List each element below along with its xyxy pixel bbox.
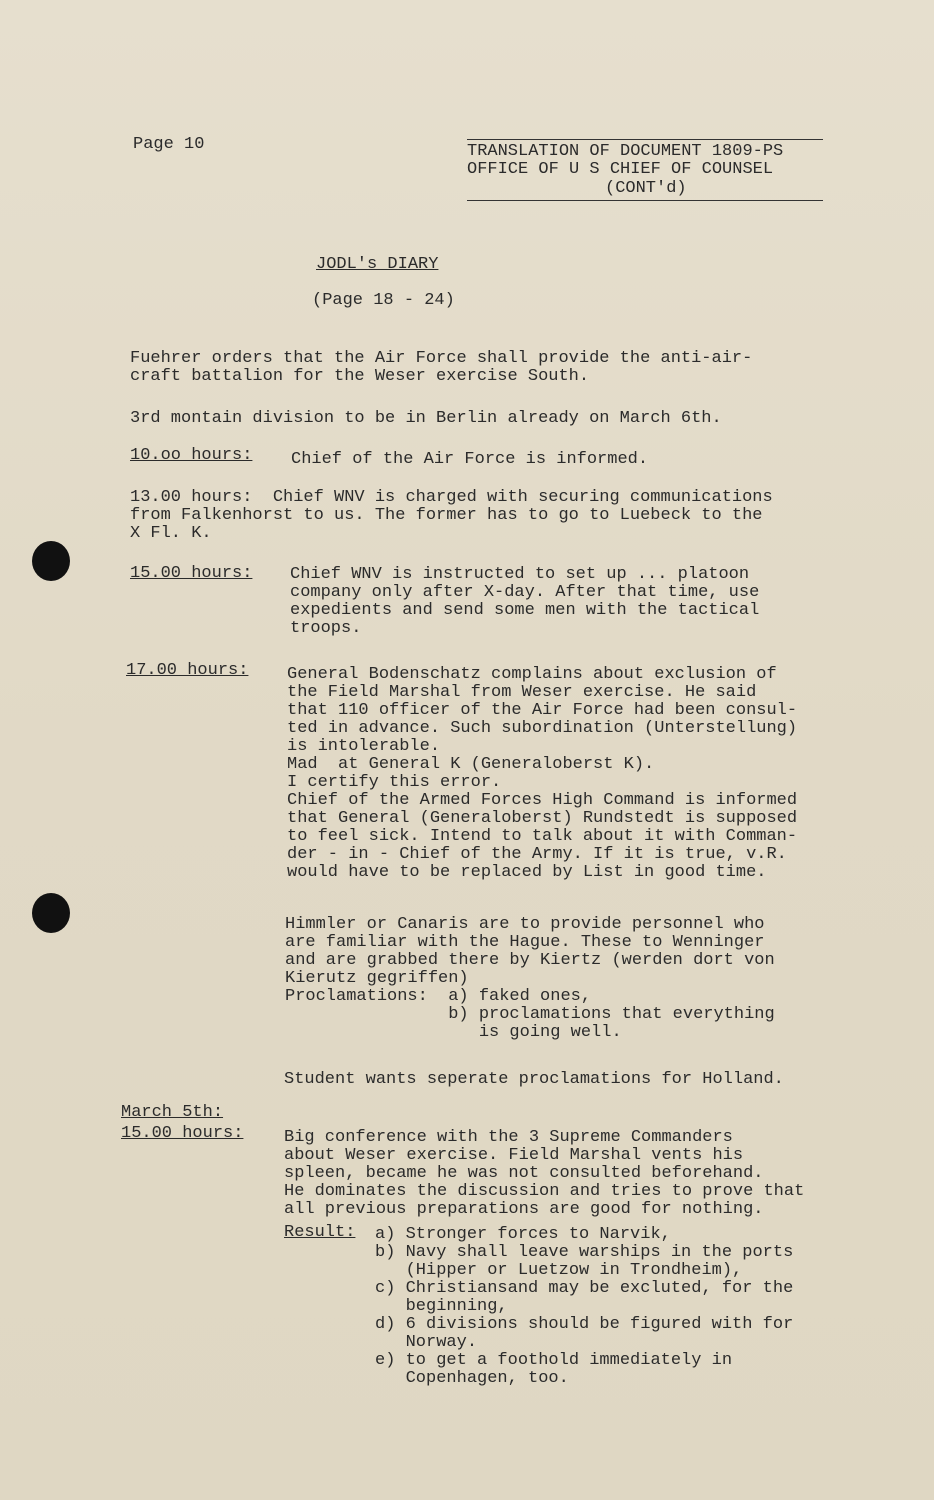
entry-student-text: Student wants seperate proclamations for Holland. <box>284 1070 784 1089</box>
time-label-1500: 15.00 hours: <box>130 564 253 583</box>
entry-march-text: Big conference with the 3 Supreme Commanders about Weser exercise. Field Marshal vents his spleen, became he was not consulted beforehand. He dominates the discussion and tries to prove that all previous preparations are good for nothing. <box>284 1128 805 1219</box>
result-list: a) Stronger forces to Narvik, b) Navy shall leave warships in the ports (Hipper or Luetzow in Trondheim), c) Christiansand may be excluted, for the beginning, d) 6 divisions should be figured with for Norway. e) to get a foothold immediately in Copenhagen, too. <box>375 1225 794 1388</box>
header-title-line2: OFFICE OF U S CHIEF OF COUNSEL <box>467 160 774 179</box>
page-number: Page 10 <box>133 135 205 154</box>
time-label-march-1500: 15.00 hours: <box>121 1124 244 1143</box>
header-title-line1: TRANSLATION OF DOCUMENT 1809-PS <box>467 142 784 161</box>
entry-1700-text: General Bodenschatz complains about exclusion of the Field Marshal from Weser exercise. He said that 110 officer of the Air Force had been consul- ted in advance. Such subordination (Unterstellung) is intolerable. Mad at General K (Generaloberst K). I certify this error. Chief of the Armed Forces High Command is informed that General (Generaloberst) Rundstedt is supposed to feel sick. Intend to talk about it with Comman- der - in - Chief of the Army. If it is true, v.R. would have to be replaced by List in good time. <box>287 665 798 882</box>
paragraph-mountain-division: 3rd montain division to be in Berlin already on March 6th. <box>130 409 722 428</box>
entry-1300-text: 13.00 hours: Chief WNV is charged with securing communications from Falkenhorst to us. The former has to go to Luebeck to the X Fl. K. <box>130 488 773 543</box>
diary-page-range: (Page 18 - 24) <box>312 291 455 310</box>
punch-hole-bottom <box>32 893 70 933</box>
entry-1500-text: Chief WNV is instructed to set up ... platoon company only after X-day. After that time, use expedients and send some men with the tactical troops. <box>290 565 760 638</box>
result-label: Result: <box>284 1223 356 1242</box>
date-label-march-5th: March 5th: <box>121 1103 224 1122</box>
entry-1000-text: Chief of the Air Force is informed. <box>291 450 649 469</box>
header-top-rule <box>467 139 823 140</box>
paragraph-fuehrer-orders: Fuehrer orders that the Air Force shall provide the anti-air- craft battalion for the Weser exercise South. <box>130 349 753 386</box>
header-title-line3: (CONT'd) <box>605 179 687 198</box>
time-label-1700: 17.00 hours: <box>126 661 249 680</box>
header-bottom-rule <box>467 200 823 201</box>
entry-himmler-text: Himmler or Canaris are to provide personnel who are familiar with the Hague. These to Wenninger and are grabbed there by Kiertz (werden dort von Kierutz gegriffen) Proclamations: a) faked ones, b) proclamations that everything is going well. <box>285 915 775 1042</box>
time-label-1000: 10.oo hours: <box>130 446 253 465</box>
punch-hole-top <box>32 541 70 581</box>
diary-title: JODL's DIARY <box>316 255 439 274</box>
